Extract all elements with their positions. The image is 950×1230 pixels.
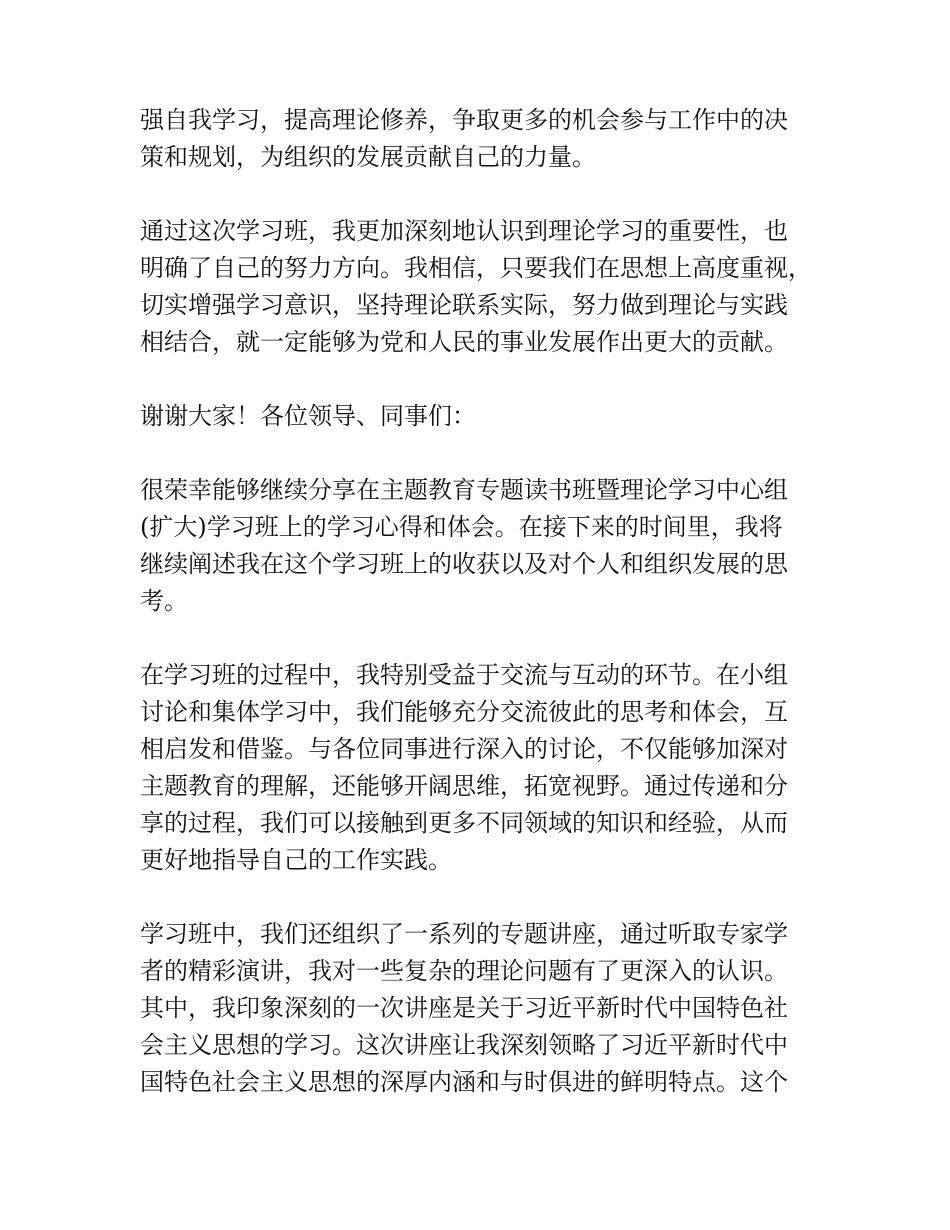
text-line: 很荣幸能够继续分享在主题教育专题读书班暨理论学习中心组 xyxy=(140,476,788,504)
text-line: 更好地指导自己的工作实践。 xyxy=(140,846,452,874)
paragraph-3 xyxy=(140,398,820,435)
paragraph-6 xyxy=(140,916,820,1101)
text-line: 通过这次学习班，我更加深刻地认识到理论学习的重要性，也 xyxy=(140,217,788,245)
text-line: 相结合，就一定能够为党和人民的事业发展作出更大的贡献。 xyxy=(140,328,788,356)
paragraph-1 xyxy=(140,102,820,176)
paragraph-4 xyxy=(140,472,820,620)
text-line: 策和规划，为组织的发展贡献自己的力量。 xyxy=(140,143,596,171)
paragraph-2 xyxy=(140,213,820,361)
text-line: 切实增强学习意识，坚持理论联系实际，努力做到理论与实践 xyxy=(140,291,788,319)
text-line: 学习班中，我们还组织了一系列的专题讲座，通过听取专家学 xyxy=(140,920,788,948)
text-line: 考。 xyxy=(140,587,188,615)
text-line: 享的过程，我们可以接触到更多不同领域的知识和经验，从而 xyxy=(140,809,788,837)
text-line: 讨论和集体学习中，我们能够充分交流彼此的思考和体会，互 xyxy=(140,698,788,726)
text-line: 在学习班的过程中，我特别受益于交流与互动的环节。在小组 xyxy=(140,661,788,689)
paragraph-5 xyxy=(140,657,820,879)
text-line: 强自我学习，提高理论修养，争取更多的机会参与工作中的决 xyxy=(140,106,788,134)
text-line: 谢谢大家！各位领导、同事们： xyxy=(140,402,476,430)
text-line: 明确了自己的努力方向。我相信，只要我们在思想上高度重视， xyxy=(140,254,812,282)
text-line: 主题教育的理解，还能够开阔思维，拓宽视野。通过传递和分 xyxy=(140,772,788,800)
text-line: 继续阐述我在这个学习班上的收获以及对个人和组织发展的思 xyxy=(140,550,788,578)
text-line: 其中，我印象深刻的一次讲座是关于习近平新时代中国特色社 xyxy=(140,994,788,1022)
text-line: 国特色社会主义思想的深厚内涵和与时俱进的鲜明特点。这个 xyxy=(140,1068,788,1096)
text-line: 者的精彩演讲，我对一些复杂的理论问题有了更深入的认识。 xyxy=(140,957,788,985)
text-line: (扩大)学习班上的学习心得和体会。在接下来的时间里，我将 xyxy=(140,513,783,541)
text-line: 相启发和借鉴。与各位同事进行深入的讨论，不仅能够加深对 xyxy=(140,735,788,763)
text-line: 会主义思想的学习。这次讲座让我深刻领略了习近平新时代中 xyxy=(140,1031,788,1059)
document-body xyxy=(140,102,820,1138)
